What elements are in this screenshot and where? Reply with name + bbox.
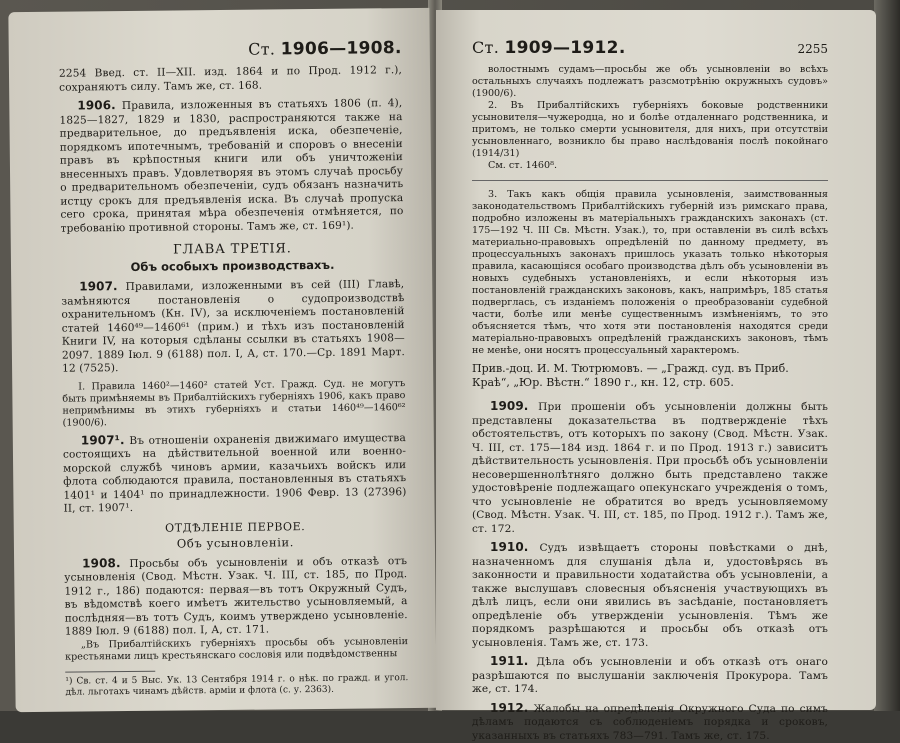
- article-1907-1-text: Въ отношеніи охраненія движимаго имущества состоящихъ на дѣйствительной военной или военно-морской службѣ чиновъ армии, казачьихъ войскъ или флота соблюдаются правила, постановленныя въ статьяхъ 1401¹ и 1404¹ по принадлежности. 1906 Февр. 13 (27396) II, ст. 1907¹.: [62, 431, 407, 515]
- section-subtitle: Объ усыновленіи.: [176, 534, 295, 550]
- article-1907-number: 1907.: [79, 279, 118, 294]
- author-citation: Прив.-доц. И. М. Тютрюмовъ. — „Гражд. суд. въ Приб. Краѣ“, „Юр. Вѣстн.“ 1890 г., кн. 12, стр. 605.: [472, 362, 789, 389]
- left-page-header: [59, 38, 402, 62]
- footnote-rule: [65, 670, 155, 672]
- right-page: [436, 10, 876, 742]
- article-1906-number: 1906.: [77, 98, 116, 113]
- right-article-range: 1909—1912.: [504, 38, 626, 58]
- left-opening-text: 2254 Введ. ст. II—XII. изд. 1864 и по Прод. 1912 г.), сохраняютъ силу. Тамъ же, ст. 168.: [58, 64, 403, 94]
- chapter-subtitle: Объ особыхъ производствахъ.: [130, 257, 335, 274]
- article-1907-note: I. Правила 1460²—1460² статей Уст. Гражд. Суд. не могутъ быть примѣняемы въ Прибалтійскихъ губерніяхъ 1906, какъ право непримѣнимы въ этихъ губерніяхъ и статьи 1460⁴⁹—1460⁶² (1900/6).: [62, 377, 406, 429]
- right-running-head: Ст. 1909—1912.: [472, 38, 626, 58]
- article-1912-text: Жалобы на опредѣленія Окружного Суда по симъ дѣламъ подаются съ соблюденіемъ порядка и сроковъ, указанныхъ въ статьяхъ 783—791. Тамъ же, ст. 175.: [472, 702, 828, 742]
- article-1908-text: Просьбы объ усыновленіи и объ отказѣ отъ усыновленія (Свод. Мѣстн. Узак. Ч. III, ст. 185, по Прод. 1912 г., 186) подаются: первая—въ тотъ Окружный Судъ, въ вѣдомствѣ коего имѣетъ жительство усыновляемый, а послѣдняя—въ тотъ Судъ, коимъ утверждено усыновленіе. 1889 Іюл. 9 (6188) пол. I, А, ст. 171.: [64, 554, 408, 638]
- article-1906-text: Правила, изложенныя въ статьяхъ 1806 (п. 4), 1825—1827, 1829 и 1830, распространяются также на предварительное, до предъявленія иска, обезпеченіе, порядкомъ ипотечнымъ, требованій и споровъ о внесеніи правъ въ крѣпостныя книги или объ уничтоженіи внесенныхъ правъ. Удовлетворяя въ этомъ случаѣ просьбу о предварительномъ обезпеченіи, судъ обязанъ назначить истцу срокъ для предъявленія иска. Въ случаѣ пропуска сего срока, принятая мѣра обезпеченія отмѣняется, по требованію противной стороны. Тамъ же, ст. 169¹).: [59, 97, 404, 235]
- note-2: 2. Въ Прибалтійскихъ губерніяхъ боковые родственники усыновителя—чужеродца, но и болѣе отдаленнаго родственника, и притомъ, не только смерти усыновителя, для нихъ, при отсутствіи усыновленнаго, возникло бы право наслѣдованія послѣ покойнаго (1914/31): [472, 100, 828, 159]
- article-1909-number: 1909.: [490, 399, 529, 413]
- section-heading: ОТДѢЛЕНІЕ ПЕРВОЕ.: [165, 519, 306, 535]
- article-1911-number: 1911.: [490, 654, 529, 668]
- article-1907-text: Правилами, изложенными въ сей (III) Главѣ, замѣняются постановленія о судопроизводствѣ охранительномъ (Кн. IV), за исключеніемъ постановленій статей 1460⁴⁹—1460⁶¹ (прим.) и тѣхъ изъ постановленій Книги IV, на которыя сдѣланы ссылки въ статьяхъ 1908—2097. 1889 Іюл. 9 (6188) пол. I, А, ст. 170.—Ср. 1891 Март. 12 (7525).: [61, 278, 405, 375]
- article-1909-text: При прошеніи объ усыновленіи должны быть представлены доказательства въ подтвержденіе тѣхъ обстоятельствъ, отъ которыхъ по закону (Свод. Мѣстн. Узак. Ч. III, ст. 175—184 изд. 1864 г. и по Прод. 1913 г.) зависитъ дѣйствительность усыновленія. При просьбѣ объ усыновленіи несовершеннолѣтняго должно быть представлено также удостовѣреніе подлежащаго опекунскаго учрежденія о томъ, что усыновленіе не обратится во вредъ усыновляемому (Свод. Мѣстн. Узак. Ч. III, ст. 185, по Прод. 1912 г.). Тамъ же, ст. 172.: [472, 401, 829, 535]
- article-1908-number: 1908.: [82, 555, 121, 570]
- right-page-number: 2255: [797, 42, 828, 56]
- book-cover-edge: [874, 0, 900, 711]
- right-continued-note: волостнымъ судамъ—просьбы же объ усыновленіи во всѣхъ остальныхъ случаяхъ подлежатъ разсмотрѣнію окружныхъ судовъ» (1900/6).: [472, 64, 828, 99]
- article-1908-note: „Въ Прибалтійскихъ губерніяхъ просьбы объ усыновленіи крестьянами лицъ крестьянскаго сословія или подвѣдомственны: [65, 635, 409, 663]
- right-page-header: [472, 38, 828, 58]
- left-page: [8, 8, 436, 712]
- chapter-heading: ГЛАВА ТРЕТІЯ.: [172, 241, 292, 258]
- left-running-head: Ст. 1906—1908.: [248, 38, 402, 60]
- article-1911-text: Дѣла объ усыновленіи и объ отказѣ отъ онаго разрѣшаются по выслушаніи заключенія Прокурора. Тамъ же, ст. 174.: [472, 656, 829, 695]
- article-1910-text: Судъ извѣщаетъ стороны повѣстками о днѣ, назначенномъ для слушанія дѣла и, удостовѣрясь въ законности и правильности ходатайства объ усыновленіи, а также выслушавъ словесныя объясненія участвующихъ въ дѣлѣ лицъ, если они явились въ засѣданіе, постановляетъ опредѣленіе объ утвержденіи усыновленія. Тѣмъ же порядкомъ разрѣшаются и просьбы объ отказѣ отъ усыновленія. Тамъ же, ст. 173.: [472, 542, 829, 649]
- article-1910-number: 1910.: [490, 540, 529, 554]
- left-article-range: 1906—1908.: [280, 38, 402, 60]
- note-3: 3. Такъ какъ общія правила усыновленія, заимствованныя законодательствомъ Прибалтійскихъ губерній изъ римскаго права, подробно изложены въ матеріальныхъ гражданскихъ законахъ (ст. 175—192 Ч. III Св. Мѣстн. Узак.), то, при оставленіи въ силѣ всѣхъ материально-правовыхъ опредѣленій по данному предмету, въ процессуальныхъ законахъ пришлось указать только нѣкоторыя правила, касающіяся особаго производства дѣлъ объ усыновленіи въ новыхъ судебныхъ установленіяхъ, и если нѣкоторыя изъ постановленій гражданскихъ законовъ, какъ, напримѣръ, 185 статья подверглась, съ изданіемъ положенія о преобразованіи судебной части, болѣе или менѣе существеннымъ измѣненіямъ, то это объясняется тѣмъ, что хотя эти постановленія находятся среди матеріально-правовыхъ опредѣленій гражданскихъ законовъ, тѣмъ не менѣе, они носятъ процессуальный характеромъ.: [472, 189, 828, 356]
- footnote: ¹) Св. ст. 4 и 5 Выс. Ук. 13 Сентября 1914 г. о нѣк. по гражд. и угол. дѣл. льготахъ чинамъ дѣйств. арміи и флота (с. у. 2363).: [65, 672, 409, 698]
- divider: [472, 180, 828, 181]
- article-1907-1-number: 1907¹.: [80, 432, 125, 447]
- note-2-reference: См. ст. 1460⁸.: [488, 160, 557, 171]
- article-1912-number: 1912.: [490, 700, 529, 715]
